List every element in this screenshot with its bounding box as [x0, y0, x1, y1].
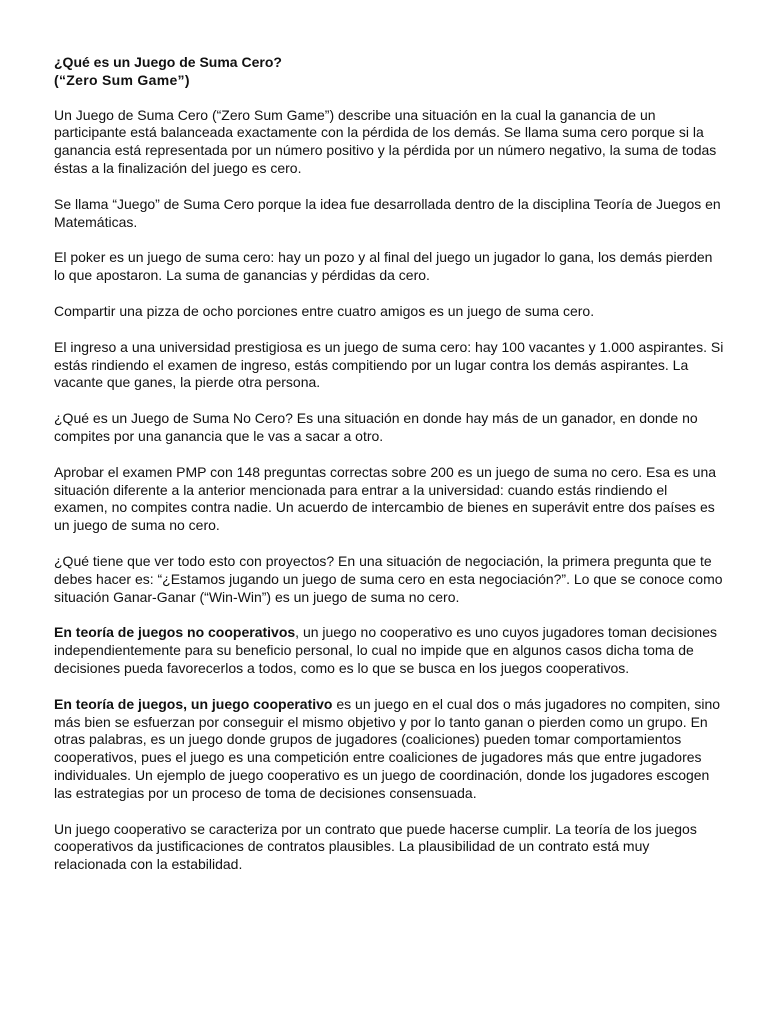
paragraph-cooperative: En teoría de juegos, un juego cooperativo es un juego en el cual dos o más jugadores no compiten, sino más bien se esfuerzan por conseguir el mismo objetivo y por lo tanto ganan o pierden como un grupo. En otras palabras, es un juego donde grupos de jugadores (coaliciones) pueden tomar comportamientos cooperativos, pues el juego es una competición entre coaliciones de jugadores más que entre jugadores individuales. Un ejemplo de juego cooperativo es un juego de coordinación, donde los jugadores escogen las estrategias por un proceso de toma de decisiones consensuada. — [54, 695, 721, 801]
paragraph-definition: Un Juego de Suma Cero (“Zero Sum Game”) describe una situación en la cual la ganancia de un participante está balanceada exactamente con la pérdida de los demás. Se llama suma cero porque si la ganancia está representada por un número positivo y la pérdida por un número negativo, la suma de todas éstas a la finalización del juego es cero. — [54, 106, 717, 176]
title-line: ¿Qué es un Juego de Suma Cero? — [54, 54, 282, 70]
paragraph-non-cooperative: En teoría de juegos no cooperativos, un juego no cooperativo es uno cuyos jugadores toman decisiones independientemente para su beneficio personal, lo cual no impide que en algunos casos dicha toma de decisiones pueda favorecerlos a todos, como es lo que se busca en los juegos cooperativos. — [54, 624, 718, 676]
paragraph-poker: El poker es un juego de suma cero: hay un pozo y al final del juego un jugador lo gana, los demás pierden lo que apostaron. La suma de ganancias y pérdidas da cero. — [54, 249, 713, 284]
subtitle-line: (“Zero Sum Game”) — [54, 71, 190, 88]
paragraph-pizza: Compartir una pizza de ocho porciones entre cuatro amigos es un juego de suma cero. — [54, 302, 595, 319]
paragraph-origin: Se llama “Juego” de Suma Cero porque la idea fue desarrollada dentro de la disciplina Teoría de Juegos en Matemáticas. — [54, 195, 721, 230]
paragraph-pmp-exam: Aprobar el examen PMP con 148 preguntas correctas sobre 200 es un juego de suma no cero. Esa es una situación diferente a la anterior mencionada para entrar a la universidad: cuando estás rindiendo el examen, no compites contra nadie. Un acuerdo de intercambio de bienes en superávit entre dos países es un juego de suma no cero. — [54, 463, 717, 534]
paragraph-non-zero-sum: ¿Qué es un Juego de Suma No Cero? Es una situación en donde hay más de un ganador, en donde no compites por una ganancia que le vas a sacar a otro. — [54, 410, 698, 444]
paragraph-university: El ingreso a una universidad prestigiosa es un juego de suma cero: hay 100 vacantes y 1.000 aspirantes. Si estás rindiendo el examen de ingreso, estás compitiendo por un lugar contra los demás aspirantes. La vacante que ganes, la pierde otra persona. — [54, 338, 724, 391]
paragraph-projects: ¿Qué tiene que ver todo esto con proyectos? En una situación de negociación, la primera pregunta que te debes hacer es: “¿Estamos jugando un juego de suma cero en esta negociación?”. Lo que se conoce como situación Ganar-Ganar (“Win-Win”) es un juego de suma no cero. — [54, 552, 723, 605]
paragraph-contract: Un juego cooperativo se caracteriza por un contrato que puede hacerse cumplir. La teoría de los juegos cooperativos da justificaciones de contratos plausibles. La plausibilidad de un contrato está muy relacionada con la estabilidad. — [54, 820, 697, 873]
document-title — [54, 54, 724, 90]
